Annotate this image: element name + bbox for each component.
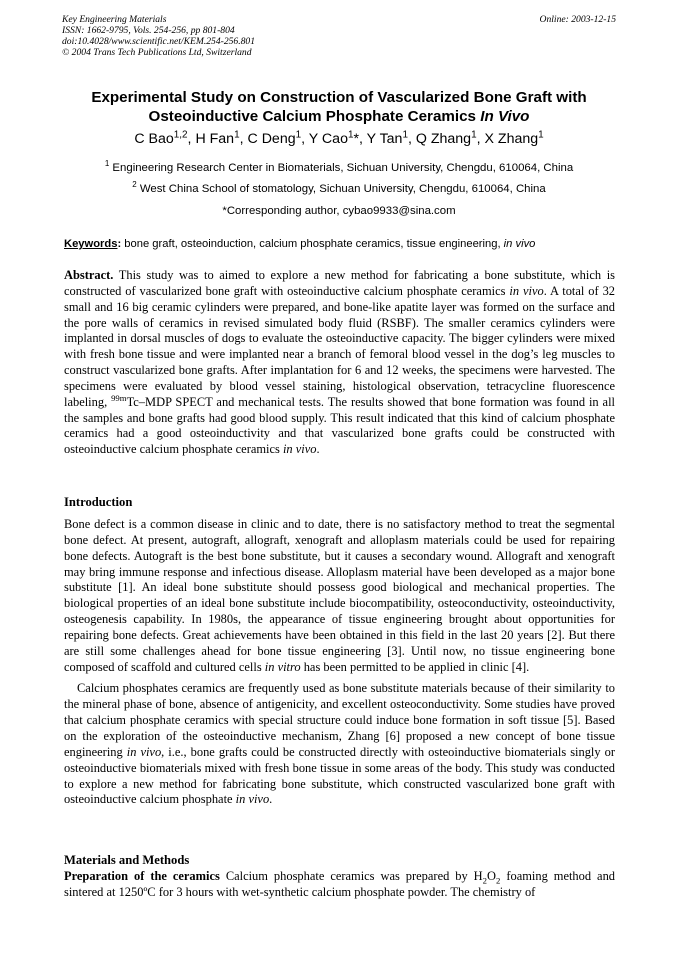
title-line-2 [40,107,638,126]
para-text: has been permitted to be applied in clinic [4]. [300,659,530,674]
title-italic: In Vivo [480,108,530,125]
author-affiliation-mark: 1 [471,129,477,141]
author [134,131,195,147]
para-text: O [487,869,497,883]
introduction-body [64,517,615,808]
abstract [64,268,615,458]
corresponding-mark: * [353,131,360,147]
abstract-italic: in vivo [509,283,544,298]
author [309,131,367,147]
author-affiliation-mark: 1 [538,129,544,141]
online-date: Online: 2003-12-15 [539,14,616,25]
author-name: Y Cao [308,131,348,147]
abstract-italic: in vivo [282,442,317,457]
affiliation-number: 2 [132,180,137,190]
keywords-colon: : [117,238,122,250]
para-text: Calcium phosphate ceramics was prepared by H [219,869,483,883]
author-name: Q Zhang [415,131,472,147]
subsection-runin: Preparation of the ceramics [64,869,220,883]
abstract-label: Abstract. [64,268,114,282]
author-affiliation-mark: 1 [234,129,240,141]
doi-line: doi:10.4028/www.scientific.net/KEM.254-256.801 [62,36,256,47]
para-italic: in vivo [235,792,270,807]
paper-title [40,88,638,126]
title-line-1: Experimental Study on Construction of Vascularized Bone Graft with [91,89,587,106]
affiliation-2 [30,182,648,196]
author-name: H Fan [195,131,235,147]
author-separator: , [359,131,367,147]
keywords-italic: in vivo [503,238,536,250]
para-italic: in vivo [126,744,162,759]
isotope-sup: 99m [111,392,127,403]
author-separator: , [476,131,485,147]
abstract-text: . [316,442,320,457]
para-text: . [269,792,273,807]
author-separator: , [407,131,416,147]
affiliation-text: Engineering Research Center in Biomaterials, Sichuan University, Chengdu, 610064, China [112,162,574,174]
author [416,131,485,147]
intro-paragraph-1 [64,517,615,675]
author [485,131,544,147]
keywords [64,237,616,251]
author-separator: , [301,131,309,147]
issn-line: ISSN: 1662-9795, Vols. 254-256, pp 801-804 [62,25,235,36]
abstract-text: Tc–MDP SPECT and mechanical tests. The results showed that bone formation was found in all the samples and bone grafts had good blood supply. This result indicated that this kind of calcium phosphate ceramics had a good osteoinductivity and that vascularized bone grafts could be constructed with osteoinductive calcium phosphate ceramics [64,394,615,457]
author [367,131,416,147]
author-affiliation-mark: 1 [347,129,354,141]
author-affiliation-mark: 1,2 [173,129,188,141]
journal-header [62,14,255,58]
para-text: Calcium phosphates ceramics are frequently used as bone substitute materials because of their similarity to the mineral phase of bone, absence of antigenicity, and excellent osteoconductivity. Some studies have proved that calcium phosphate ceramics with special structure could induce bone formation in soft tissue [5]. Based on the exploration of the osteoinductive mechanism, Zhang [6] proposed a new concept of bone tissue engineering [64,681,615,759]
author-separator: , [187,131,196,147]
affiliation-text: West China School of stomatology, Sichuan University, Chengdu, 610064, China [139,183,546,195]
subscript: 2 [496,875,501,886]
keywords-text: bone graft, osteoinduction, calcium phosphate ceramics, tissue engineering, [121,238,504,250]
journal-name: Key Engineering Materials [62,14,167,25]
subscript: 2 [482,875,488,886]
para-italic: in vitro [264,659,301,674]
para-text: foaming method and sintered at 1250ºC for 3 hours with wet-synthetic calcium phosphate powder. The chemistry of [64,869,616,899]
author-name: C Deng [247,131,296,147]
author [248,131,309,147]
author-list [40,130,638,148]
author [195,131,247,147]
author-name: Y Tan [366,131,403,147]
intro-paragraph-2 [64,681,615,808]
para-text: , i.e., bone grafts could be constructed directly with osteoinductive biomaterials singly or osteoinductive biomaterials mixed with fresh bone tissue in some areas of the body. This study was conducted to explore a new method for fabricating bone substitute, which constructed vascularized bone graft with osteoinductive calcium phosphate [64,744,615,807]
methods-heading: Materials and Methods [64,853,190,867]
copyright-line: © 2004 Trans Tech Publications Ltd, Switzerland [62,47,252,58]
author-name: X Zhang [484,131,539,147]
abstract-text: . A total of 32 small and 16 big ceramic cylinders were prepared, and bone-like apatite layer was formed on the surface and the pore walls of ceramics in revised simulated body fluid (RSBF). The smaller ceramics cylinders were implanted in dorsal muscles of dogs to evaluate the osteoinductive capacity. The bigger cylinders were mixed with fresh bone tissue and were implanted near a branch of femoral blood vessel in the dog’s leg muscles to construct vascularized bone grafts. After implantation for 6 and 12 weeks, the specimens were harvested. The specimens were evaluated by blood vessel staining, histological observation, tetracycline fluorescence labeling, [64,283,616,409]
abstract-text: This study was to aimed to explore a new method for fabricating a bone substitute, which is constructed of vascularized bone graft with osteoinductive calcium phosphate ceramics [64,268,615,298]
title-text: Osteoinductive Calcium Phosphate Ceramics [148,108,481,125]
affiliation-number: 1 [104,159,110,169]
author-separator: , [239,131,248,147]
author-affiliation-mark: 1 [295,129,302,141]
methods-body [64,869,615,901]
author-name: C Bao [134,131,174,147]
affiliation-1 [30,161,648,175]
introduction-heading: Introduction [64,495,133,509]
para-text: Bone defect is a common disease in clinic and to date, there is no satisfactory method to treat the segmental bone defect. At present, autograft, allograft, xenograft and alloplasm materials could be used for repairing bone defects. Autograft is the best bone substitute, but it causes a secondary wound. Allograft and xenograft may bring immune response and infectious disease. Alloplasm material have been developed as a major bone substitute [1]. An ideal bone substitute should possess good biological and mechanical properties. The biological properties of an ideal bone substitute include biocompatibility, osteoconductivity, osteoinductivity, osteogenesis capability. In 1980s, the appearance of tissue engineering brought about opportunities for repairing bone defects. Great achievements have been obtained in this field in the last 20 years [2]. But there are still some challenges ahead for bone tissue engineering [3]. Until now, no tissue engineering bone composed of scaffold and cultured cells [64,517,615,674]
author-affiliation-mark: 1 [402,129,408,141]
keywords-label: Keywords [64,238,118,250]
corresponding-author: *Corresponding author, cybao9933@sina.com [222,205,456,217]
